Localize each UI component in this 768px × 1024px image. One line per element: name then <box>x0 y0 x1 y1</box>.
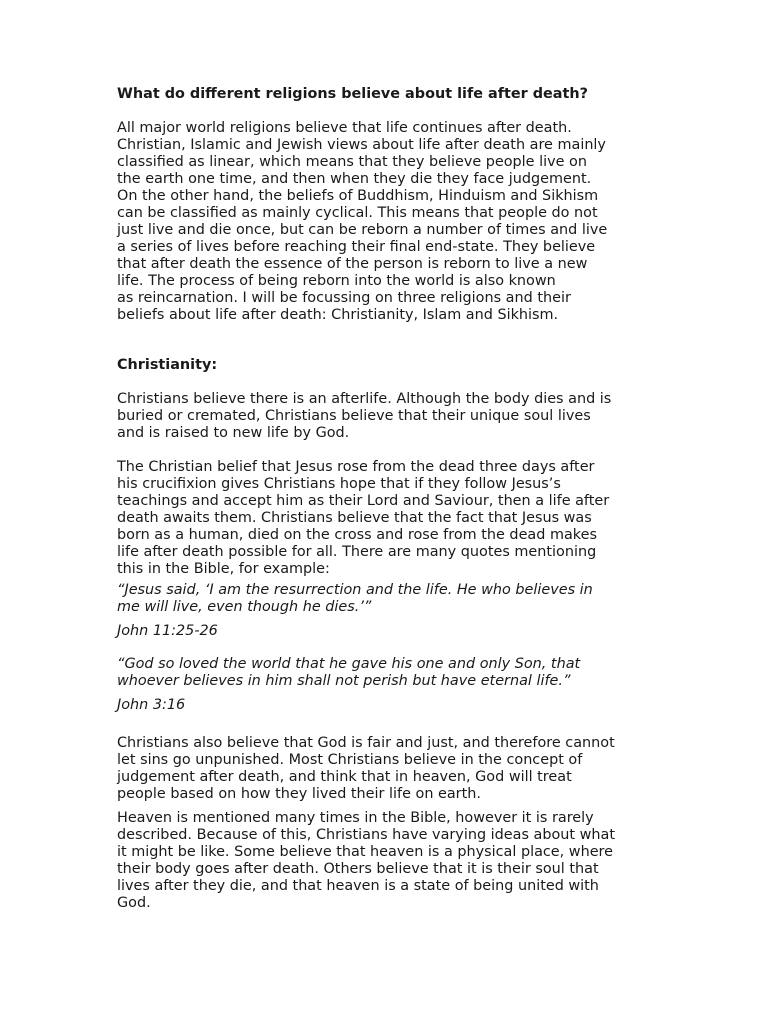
paragraph-afterlife <box>117 391 657 442</box>
paragraph-heaven <box>117 810 657 912</box>
quote-line: “Jesus said, ‘I am the resurrection and the life. He who believes in <box>117 582 593 598</box>
text-line: Christian, Islamic and Jewish views about life after death are mainly <box>117 137 606 153</box>
text-line: it might be like. Some believe that heaven is a physical place, where <box>117 844 614 860</box>
paragraph-resurrection <box>117 459 657 578</box>
text-line: life after death possible for all. There are many quotes mentioning <box>117 544 597 560</box>
quote-john-11 <box>117 582 657 616</box>
text-line: teachings and accept him as their Lord and Saviour, then a life after <box>117 493 610 509</box>
text-line: as reincarnation. I will be focussing on three religions and their <box>117 290 571 306</box>
text-line: lives after they die, and that heaven is a state of being united with <box>117 878 599 894</box>
text-line: just live and die once, but can be reborn a number of times and live <box>117 222 608 238</box>
text-line: their body goes after death. Others believe that it is their soul that <box>117 861 599 877</box>
citation-john-11: John 11:25-26 <box>117 623 218 639</box>
citation-john-3: John 3:16 <box>117 697 186 713</box>
text-line: the earth one time, and then when they die they face judgement. <box>117 171 592 187</box>
text-line: people based on how they lived their life on earth. <box>117 786 481 802</box>
text-line: The Christian belief that Jesus rose from the dead three days after <box>117 459 595 475</box>
text-line: Christians also believe that God is fair and just, and therefore cannot <box>117 735 615 751</box>
text-line: Christians believe there is an afterlife. Although the body dies and is <box>117 391 612 407</box>
text-line: that after death the essence of the person is reborn to live a new <box>117 256 588 272</box>
quote-line: whoever believes in him shall not perish but have eternal life.” <box>117 673 571 689</box>
text-line: his crucifixion gives Christians hope that if they follow Jesus’s <box>117 476 561 492</box>
page-title: What do different religions believe about life after death? <box>117 86 588 102</box>
text-line: All major world religions believe that life continues after death. <box>117 120 572 136</box>
text-line: beliefs about life after death: Christianity, Islam and Sikhism. <box>117 307 559 323</box>
text-line: buried or cremated, Christians believe that their unique soul lives <box>117 408 591 424</box>
quote-line: “God so loved the world that he gave his one and only Son, that <box>117 656 581 672</box>
text-line: On the other hand, the beliefs of Buddhism, Hinduism and Sikhism <box>117 188 599 204</box>
text-line: Heaven is mentioned many times in the Bible, however it is rarely <box>117 810 594 826</box>
text-line: described. Because of this, Christians have varying ideas about what <box>117 827 615 843</box>
document-page <box>117 86 657 912</box>
text-line: judgement after death, and think that in heaven, God will treat <box>117 769 572 785</box>
text-line: let sins go unpunished. Most Christians believe in the concept of <box>117 752 583 768</box>
text-line: death awaits them. Christians believe that the fact that Jesus was <box>117 510 592 526</box>
text-line: God. <box>117 895 151 911</box>
quote-line: me will live, even though he dies.’” <box>117 599 372 615</box>
text-line: life. The process of being reborn into the world is also known <box>117 273 556 289</box>
paragraph-judgement <box>117 735 657 803</box>
text-line: can be classified as mainly cyclical. This means that people do not <box>117 205 598 221</box>
text-line: classified as linear, which means that they believe people live on <box>117 154 587 170</box>
text-line: this in the Bible, for example: <box>117 561 330 577</box>
text-line: a series of lives before reaching their final end-state. They believe <box>117 239 596 255</box>
intro-paragraph <box>117 120 657 324</box>
text-line: born as a human, died on the cross and rose from the dead makes <box>117 527 597 543</box>
quote-john-3 <box>117 656 657 690</box>
section-heading: Christianity: <box>117 357 218 373</box>
text-line: and is raised to new life by God. <box>117 425 350 441</box>
